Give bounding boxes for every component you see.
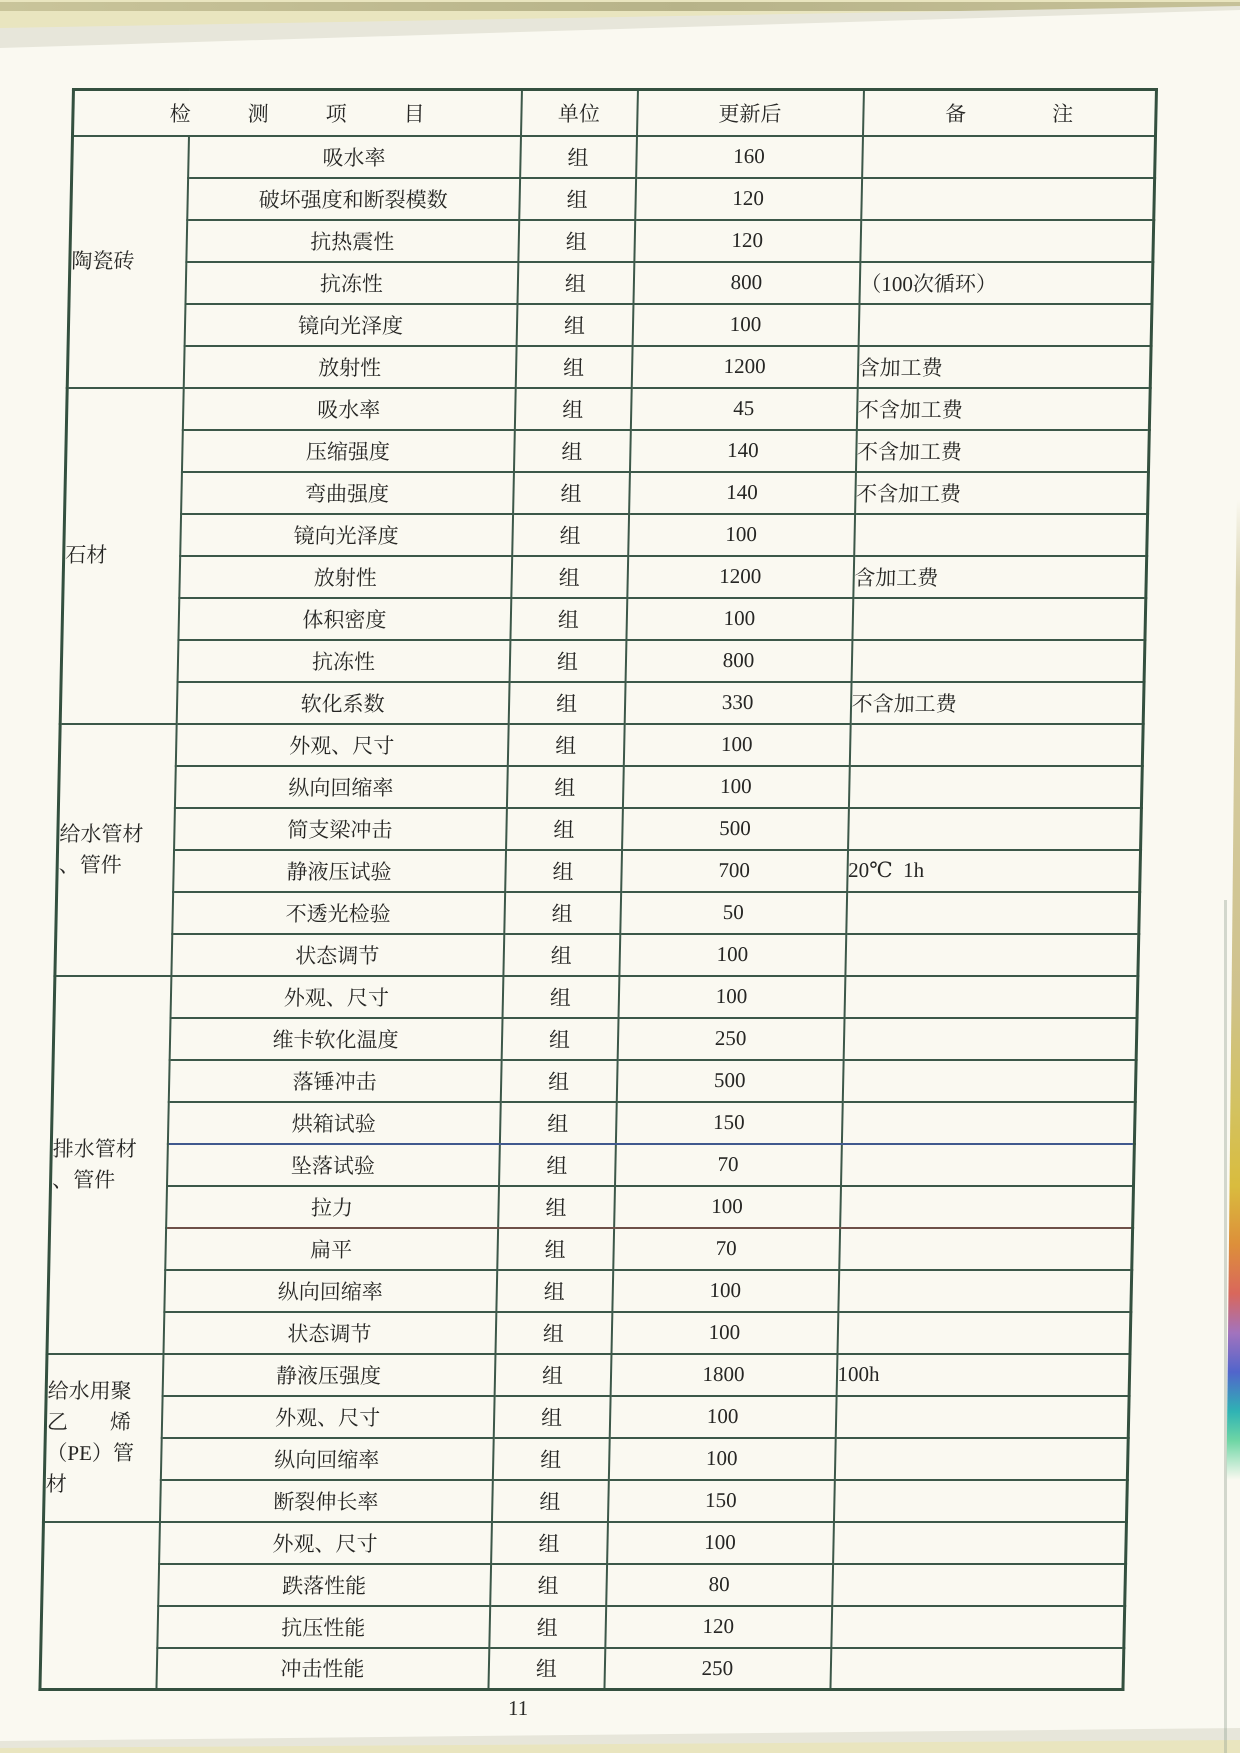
- remark-cell: [834, 1438, 1128, 1480]
- remark-cell: 含加工费: [857, 346, 1151, 388]
- table-row: [56, 892, 1140, 934]
- updated-value-cell: 160: [636, 136, 863, 178]
- table-row: [40, 1648, 1124, 1690]
- scan-crease-line: [1224, 900, 1227, 1753]
- remark-cell: 含加工费: [853, 556, 1147, 598]
- item-cell: 冲击性能: [156, 1648, 489, 1690]
- updated-value-cell: 800: [625, 640, 852, 682]
- remark-cell: 不含加工费: [856, 388, 1150, 430]
- item-cell: 状态调节: [171, 934, 504, 976]
- item-cell: 跌落性能: [158, 1564, 491, 1606]
- updated-value-cell: 45: [630, 388, 857, 430]
- remark-cell: [854, 514, 1148, 556]
- unit-cell: 组: [516, 304, 633, 346]
- updated-value-cell: 100: [618, 976, 845, 1018]
- unit-cell: 组: [515, 346, 632, 388]
- table-header: [73, 90, 1160, 136]
- remark-cell: [844, 976, 1138, 1018]
- remark-cell: [833, 1522, 1127, 1564]
- table-row: [42, 1564, 1126, 1606]
- header-item-label: 检测项目: [169, 101, 482, 126]
- updated-value-cell: 500: [616, 1060, 843, 1102]
- item-cell: 吸水率: [182, 388, 515, 430]
- remark-cell: [843, 1018, 1137, 1060]
- updated-value-cell: 100: [626, 598, 853, 640]
- unit-cell: 组: [511, 556, 628, 598]
- updated-value-cell: 80: [606, 1564, 833, 1606]
- unit-cell: 组: [499, 1144, 616, 1186]
- table-row: [65, 472, 1149, 514]
- item-cell: 静液压强度: [162, 1354, 495, 1396]
- item-cell: 维卡软化温度: [169, 1018, 502, 1060]
- table-row: [64, 514, 1148, 556]
- unit-cell: 组: [506, 766, 623, 808]
- table-row: [52, 1060, 1136, 1102]
- table-row: [60, 682, 1144, 724]
- table-row: [47, 1312, 1131, 1354]
- remark-cell: [841, 1144, 1135, 1186]
- group-label-cell: [55, 724, 176, 976]
- remark-cell: [852, 598, 1146, 640]
- unit-cell: 组: [495, 1312, 612, 1354]
- remark-cell: [839, 1228, 1133, 1270]
- remark-cell: [848, 808, 1142, 850]
- updated-value-cell: 50: [620, 892, 847, 934]
- remark-cell: [830, 1648, 1124, 1690]
- remark-cell: 20℃ 1h: [847, 850, 1141, 892]
- remark-cell: 不含加工费: [850, 682, 1144, 724]
- unit-cell: 组: [490, 1564, 607, 1606]
- group-label-line: 乙 烯: [46, 1409, 132, 1434]
- group-label-line: 、管件: [51, 1167, 116, 1192]
- remark-cell: 不含加工费: [855, 472, 1149, 514]
- remark-cell: （100次循环）: [859, 262, 1153, 304]
- unit-cell: 组: [519, 178, 636, 220]
- remark-cell: [849, 724, 1143, 766]
- table-row: [53, 1018, 1137, 1060]
- item-cell: 放射性: [179, 556, 512, 598]
- item-cell: 断裂伸长率: [159, 1480, 492, 1522]
- updated-value-cell: 800: [633, 262, 860, 304]
- table-row: [55, 934, 1139, 976]
- remark-cell: [840, 1186, 1134, 1228]
- group-label-line: 陶瓷砖: [71, 249, 135, 273]
- unit-cell: 组: [512, 514, 629, 556]
- header-item: [73, 90, 522, 136]
- unit-cell: 组: [498, 1186, 615, 1228]
- remark-cell: 100h: [836, 1354, 1130, 1396]
- unit-cell: 组: [508, 682, 625, 724]
- item-cell: 镜向光泽度: [180, 514, 513, 556]
- updated-value-cell: 150: [615, 1102, 842, 1144]
- updated-value-cell: 100: [611, 1312, 838, 1354]
- item-cell: 纵向回缩率: [164, 1270, 497, 1312]
- unit-cell: 组: [506, 808, 623, 850]
- unit-cell: 组: [493, 1396, 610, 1438]
- table-row: [57, 850, 1141, 892]
- group-label-cell: [47, 976, 171, 1354]
- updated-value-cell: 500: [622, 808, 849, 850]
- remark-cell: [833, 1480, 1127, 1522]
- table-row: [67, 346, 1151, 388]
- group-label-line: 给水用聚: [47, 1378, 132, 1403]
- group-label-line: 、管件: [58, 852, 122, 877]
- updated-value-cell: 250: [604, 1648, 831, 1690]
- table-row: [54, 976, 1138, 1018]
- table-row: [71, 178, 1155, 220]
- table-row: [65, 430, 1149, 472]
- table-row: [44, 1438, 1128, 1480]
- unit-cell: 组: [491, 1522, 608, 1564]
- unit-cell: 组: [514, 388, 631, 430]
- group-label-line: 石材: [64, 543, 108, 567]
- remark-cell: [845, 934, 1139, 976]
- header-updated-label: 更新后: [718, 101, 782, 126]
- unit-cell: 组: [510, 598, 627, 640]
- unit-cell: 组: [513, 430, 630, 472]
- unit-cell: 组: [509, 640, 626, 682]
- table-row: [43, 1522, 1127, 1564]
- updated-value-cell: 250: [617, 1018, 844, 1060]
- remark-cell: [835, 1396, 1129, 1438]
- updated-value-cell: 100: [607, 1522, 834, 1564]
- item-cell: 抗压性能: [157, 1606, 490, 1648]
- group-label-cell: [67, 136, 188, 388]
- group-label-line: （PE）管: [46, 1440, 135, 1465]
- unit-cell: 组: [494, 1354, 611, 1396]
- updated-value-cell: 120: [635, 178, 862, 220]
- table-row: [51, 1144, 1135, 1186]
- updated-value-cell: 140: [629, 472, 856, 514]
- header-row: [73, 90, 1157, 136]
- table-row: [58, 766, 1142, 808]
- table-row: [66, 388, 1150, 430]
- item-cell: 外观、尺寸: [175, 724, 508, 766]
- updated-value-cell: 70: [613, 1228, 840, 1270]
- updated-value-cell: 100: [609, 1396, 836, 1438]
- table-row: [58, 808, 1142, 850]
- item-cell: 外观、尺寸: [159, 1522, 492, 1564]
- item-cell: 状态调节: [163, 1312, 496, 1354]
- header-unit-label: 单位: [557, 101, 601, 126]
- item-cell: 外观、尺寸: [161, 1396, 494, 1438]
- unit-cell: 组: [497, 1228, 614, 1270]
- remark-cell: [831, 1606, 1125, 1648]
- unit-cell: 组: [518, 220, 635, 262]
- item-cell: 坠落试验: [167, 1144, 500, 1186]
- item-cell: 烘箱试验: [167, 1102, 500, 1144]
- unit-cell: 组: [488, 1648, 605, 1690]
- unit-cell: 组: [505, 850, 622, 892]
- table-row: [59, 724, 1143, 766]
- updated-value-cell: 100: [623, 724, 850, 766]
- table-row: [70, 220, 1154, 262]
- unit-cell: 组: [507, 724, 624, 766]
- unit-cell: 组: [500, 1060, 617, 1102]
- unit-cell: 组: [489, 1606, 606, 1648]
- item-cell: 压缩强度: [181, 430, 514, 472]
- table-row: [68, 304, 1152, 346]
- unit-cell: 组: [499, 1102, 616, 1144]
- updated-value-cell: 1200: [631, 346, 858, 388]
- group-label-line: 排水管材: [52, 1136, 138, 1161]
- remark-cell: [860, 220, 1154, 262]
- item-cell: 镜向光泽度: [184, 304, 517, 346]
- table-row: [72, 136, 1156, 178]
- unit-cell: 组: [492, 1438, 609, 1480]
- remark-cell: [838, 1270, 1132, 1312]
- group-label-cell: [60, 388, 183, 724]
- unit-cell: 组: [501, 1018, 618, 1060]
- updated-value-cell: 70: [615, 1144, 842, 1186]
- item-cell: 弯曲强度: [181, 472, 514, 514]
- remark-cell: [842, 1060, 1136, 1102]
- table-row: [51, 1102, 1135, 1144]
- group-label-cell: [43, 1354, 163, 1522]
- header-updated: [637, 90, 864, 136]
- unit-cell: 组: [502, 976, 619, 1018]
- remark-cell: [837, 1312, 1131, 1354]
- table-row: [62, 598, 1146, 640]
- header-remark: [863, 90, 1160, 136]
- table-row: [49, 1228, 1133, 1270]
- header-remark-label: 备注: [944, 101, 1160, 126]
- remark-cell: [841, 1102, 1135, 1144]
- remark-cell: [861, 178, 1155, 220]
- item-cell: 吸水率: [188, 136, 521, 178]
- remark-cell: [832, 1564, 1126, 1606]
- item-cell: 静液压试验: [173, 850, 506, 892]
- item-cell: 外观、尺寸: [170, 976, 503, 1018]
- group-label-line: 给水管材: [59, 821, 144, 846]
- item-cell: 抗冻性: [177, 640, 510, 682]
- unit-cell: 组: [503, 934, 620, 976]
- item-cell: 软化系数: [176, 682, 509, 724]
- table-body: [40, 136, 1156, 1690]
- item-cell: 放射性: [183, 346, 516, 388]
- table-row: [63, 556, 1147, 598]
- group-label-line: 材: [45, 1471, 68, 1496]
- updated-value-cell: 100: [608, 1438, 835, 1480]
- table-row: [50, 1186, 1134, 1228]
- page-number: 11: [507, 1696, 529, 1720]
- item-cell: 抗热震性: [186, 220, 519, 262]
- item-cell: 抗冻性: [185, 262, 518, 304]
- updated-value-cell: 1800: [610, 1354, 837, 1396]
- remark-cell: [848, 766, 1142, 808]
- updated-value-cell: 150: [607, 1480, 834, 1522]
- header-unit: [521, 90, 638, 136]
- item-cell: 体积密度: [178, 598, 511, 640]
- updated-value-cell: 330: [624, 682, 851, 724]
- table-row: [61, 640, 1145, 682]
- item-cell: 扁平: [165, 1228, 498, 1270]
- group-label-cell: [40, 1522, 160, 1690]
- remark-cell: [858, 304, 1152, 346]
- updated-value-cell: 100: [632, 304, 859, 346]
- item-cell: 纵向回缩率: [174, 766, 507, 808]
- unit-cell: 组: [491, 1480, 608, 1522]
- table-row: [46, 1354, 1130, 1396]
- testing-fee-table: [38, 88, 1158, 1691]
- updated-value-cell: 700: [621, 850, 848, 892]
- table-row: [69, 262, 1153, 304]
- updated-value-cell: 120: [605, 1606, 832, 1648]
- unit-cell: 组: [520, 136, 637, 178]
- item-cell: 不透光检验: [172, 892, 505, 934]
- item-cell: 拉力: [166, 1186, 499, 1228]
- remark-cell: [846, 892, 1140, 934]
- unit-cell: 组: [513, 472, 630, 514]
- updated-value-cell: 100: [614, 1186, 841, 1228]
- updated-value-cell: 100: [612, 1270, 839, 1312]
- item-cell: 破坏强度和断裂模数: [187, 178, 520, 220]
- updated-value-cell: 100: [619, 934, 846, 976]
- item-cell: 纵向回缩率: [160, 1438, 493, 1480]
- table-row: [48, 1270, 1132, 1312]
- updated-value-cell: 100: [622, 766, 849, 808]
- item-cell: 简支梁冲击: [174, 808, 507, 850]
- table-row: [41, 1606, 1125, 1648]
- item-cell: 落锤冲击: [168, 1060, 501, 1102]
- unit-cell: 组: [504, 892, 621, 934]
- unit-cell: 组: [496, 1270, 613, 1312]
- unit-cell: 组: [517, 262, 634, 304]
- updated-value-cell: 100: [628, 514, 855, 556]
- remark-cell: 不含加工费: [855, 430, 1149, 472]
- table-row: [45, 1396, 1129, 1438]
- remark-cell: [851, 640, 1145, 682]
- remark-cell: [862, 136, 1156, 178]
- updated-value-cell: 120: [634, 220, 861, 262]
- table-row: [43, 1480, 1127, 1522]
- updated-value-cell: 1200: [627, 556, 854, 598]
- updated-value-cell: 140: [629, 430, 856, 472]
- printed-content: [38, 88, 1160, 1720]
